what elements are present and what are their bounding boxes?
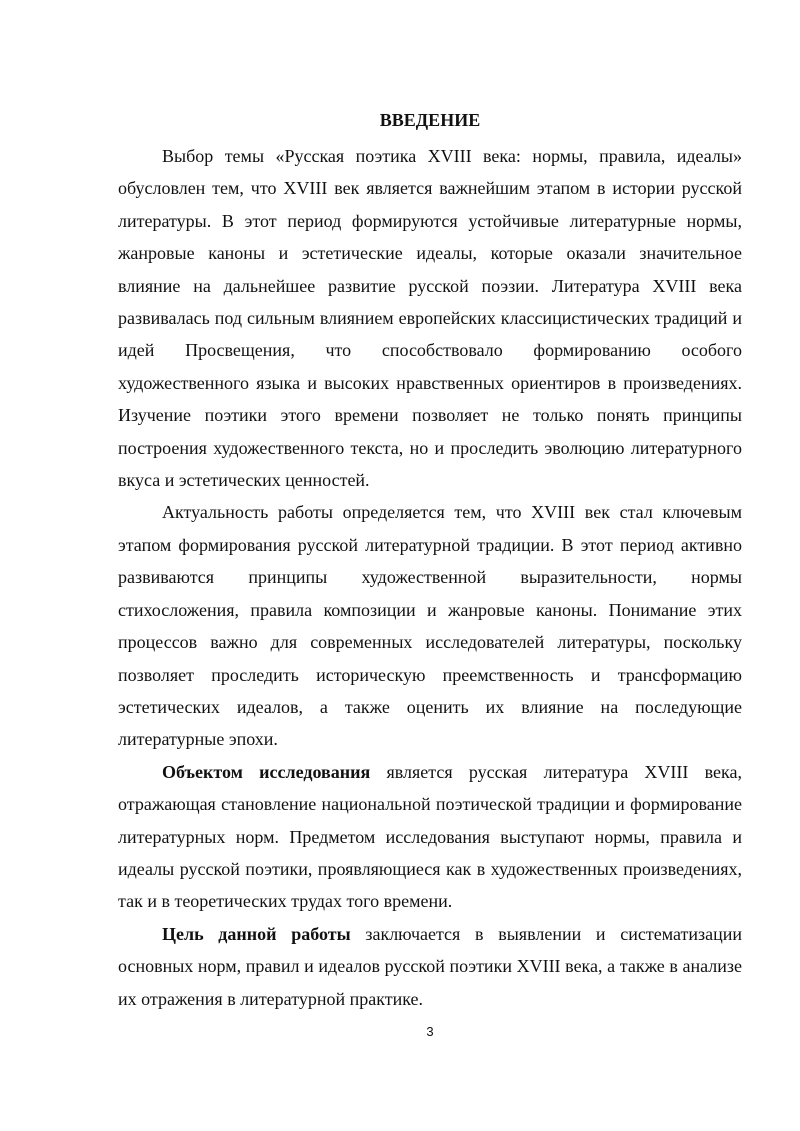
paragraph-text: заключается в выявлении и систематизации основных норм, правил и идеалов русской поэтики XVIII века, а также в анализе их отражения в литературной практике.: [118, 923, 742, 1009]
paragraph-lead: Объектом исследования: [162, 761, 371, 782]
paragraph-text: является русская литература XVIII века, отражающая становление национальной поэтической традиции и формирование литературных норм. Предметом исследования выступают нормы, правила и идеалы русской поэтики, проявляющиеся как в художественных произведениях, так и в теоретических трудах того времени.: [118, 761, 742, 912]
paragraph-text: Актуальность работы определяется тем, что XVIII век стал ключевым этапом формирования русской литературной традиции. В этот период активно развиваются принципы художественной выразительности, нормы стихосложения, правила композиции и жанровые каноны. Понимание этих процессов важно для современных исследователей литературы, поскольку позволяет проследить историческую преемственность и трансформацию эстетических идеалов, а также оценить их влияние на последующие литературные эпохи.: [118, 502, 742, 750]
page-number: 3: [426, 1024, 434, 1039]
paragraph-goal: [118, 918, 742, 1015]
paragraph-research-object: [118, 756, 742, 918]
body-text: [118, 140, 742, 1015]
section-heading: ВВЕДЕНИЕ: [379, 110, 481, 130]
paragraph-lead: Цель данной работы: [162, 923, 351, 944]
paragraph-relevance: [118, 496, 742, 755]
paragraph-text: Выбор темы «Русская поэтика XVIII века: нормы, правила, идеалы» обусловлен тем, что XVIII век является важнейшим этапом в истории русской литературы. В этот период формируются устойчивые литературные нормы, жанровые каноны и эстетические идеалы, которые оказали значительное влияние на дальнейшее развитие русской поэзии. Литература XVIII века развивалась под сильным влиянием европейских классицистических традиций и идей Просвещения, что способствовало формированию особого художественного языка и высоких нравственных ориентиров в произведениях. Изучение поэтики этого времени позволяет не только понять принципы построения художественного текста, но и проследить эволюцию литературного вкуса и эстетических ценностей.: [118, 146, 742, 491]
paragraph-topic-choice: [118, 140, 742, 496]
